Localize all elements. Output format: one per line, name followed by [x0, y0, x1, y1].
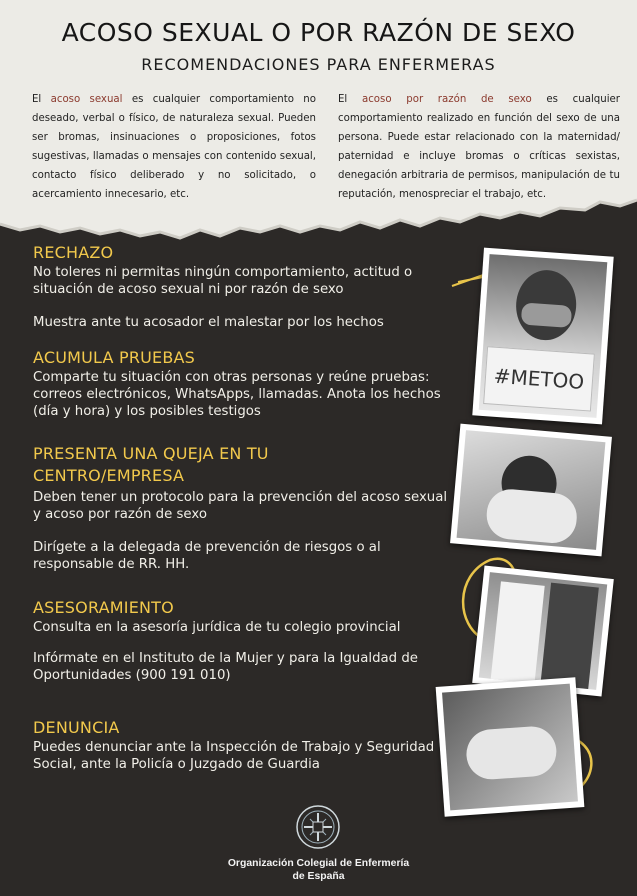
- metoo-sign: [483, 346, 595, 411]
- photo-hands: [436, 677, 585, 816]
- organization-name: [0, 857, 637, 883]
- definition-text: es cualquier comportamiento realizado en función del sexo de una persona. Puede estar relacionado con la maternidad/ paternidad e incluye bromas o críticas sexistas, denegación arbitraria de permisos, manipulación de tu reputación, menospreciar el trabajo, etc.: [338, 94, 620, 200]
- section-heading: DENUNCIA: [33, 718, 120, 737]
- organization-logo: [295, 804, 341, 850]
- definition-text: es cualquier comportamiento no deseado, verbal o físico, de naturaleza sexual. Pueden ser bromas, insinuaciones o proposiciones, fotos sugestivas, llamadas o mensajes con contenido sexual, contacto físico deliberado y no solicitado, o acercamiento innecesario, etc.: [32, 94, 316, 200]
- definition-text: El: [338, 94, 362, 105]
- definition-text: El: [32, 94, 51, 105]
- section-paragraph: Deben tener un protocolo para la prevención del acoso sexual y acoso por razón de sexo: [33, 490, 448, 522]
- page-title: ACOSO SEXUAL O POR RAZÓN DE SEXO: [61, 18, 576, 47]
- page-subtitle: RECOMENDACIONES PARA ENFERMERAS: [141, 55, 496, 74]
- section-heading: ACUMULA PRUEBAS: [33, 348, 196, 367]
- hands-silhouette: [465, 725, 558, 781]
- section-paragraph: Infórmate en el Instituto de la Mujer y para la Igualdad de Oportunidades (900 191 010): [33, 651, 418, 683]
- organization-name-line1: Organización Colegial de Enfermería: [227, 858, 410, 869]
- section-paragraph: Puedes denunciar ante la Inspección de Trabajo y Seguridad Social, ante la Policía o Juzgado de Guardia: [33, 740, 435, 772]
- section-heading: PRESENTA UNA QUEJA EN TU CENTRO/EMPRESA: [33, 444, 269, 485]
- section-heading: RECHAZO: [33, 243, 114, 262]
- section-paragraph: Muestra ante tu acosador el malestar por los hechos: [33, 315, 384, 330]
- hand-silhouette: [521, 302, 572, 327]
- person-silhouette: [491, 581, 545, 685]
- photo-woman-mouth-covered: [472, 248, 613, 425]
- section-paragraph: Dirígete a la delegada de prevención de riesgos o al responsable de RR. HH.: [33, 540, 381, 572]
- body-silhouette: [485, 487, 579, 545]
- metoo-sign-text: #METOO: [493, 363, 585, 394]
- term-acoso-por-razon-de-sexo: acoso por razón de sexo: [361, 94, 532, 105]
- term-acoso-sexual: acoso sexual: [50, 94, 123, 105]
- photo-woman-crouching: [450, 424, 612, 557]
- section-paragraph: Consulta en la asesoría jurídica de tu colegio provincial: [33, 620, 401, 635]
- person-silhouette: [540, 583, 599, 690]
- section-heading: ASESORAMIENTO: [33, 598, 174, 617]
- section-paragraph: No toleres ni permitas ningún comportamiento, actitud o situación de acoso sexual ni por razón de sexo: [33, 265, 413, 297]
- photo-office-harassment: [472, 566, 614, 697]
- section-paragraph: Comparte tu situación con otras personas y reúne pruebas: correos electrónicos, WhatsApps, llamadas. Anota los hechos (día y hora) y los posibles testigos: [33, 370, 441, 419]
- organization-name-line2: de España: [292, 871, 345, 882]
